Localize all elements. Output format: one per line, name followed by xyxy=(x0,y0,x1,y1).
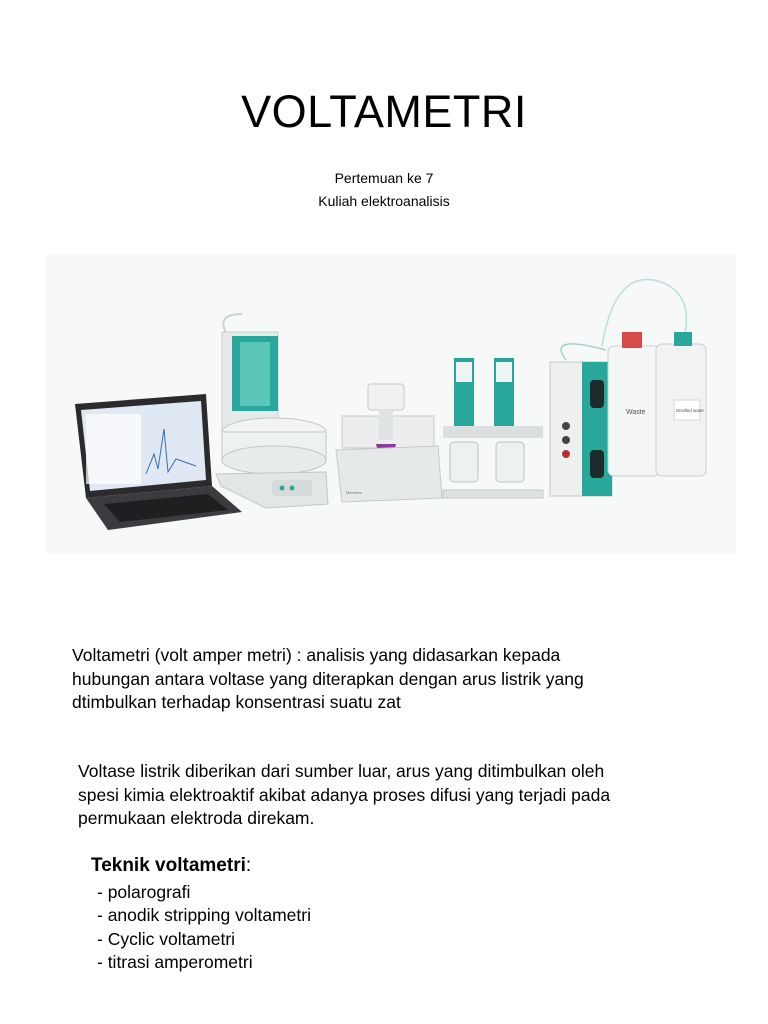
pump-unit-image xyxy=(550,344,612,496)
bottle-label-waste: Waste xyxy=(626,409,646,416)
text-line: Voltametri (volt amper metri) : analisis yang didasarkan kepada xyxy=(72,645,561,665)
list-item: - polarografi xyxy=(97,882,191,902)
subtitle-meeting: Pertemuan ke 7 xyxy=(334,170,434,186)
text-line: permukaan elektroda direkam. xyxy=(78,808,315,828)
instrument-photo xyxy=(46,254,736,554)
text-line: Voltase listrik diberikan dari sumber luar, arus yang ditimbulkan oleh xyxy=(78,761,605,781)
page-title: VOLTAMETRI xyxy=(241,86,527,137)
techniques-heading-colon: : xyxy=(245,855,252,876)
definition-paragraph xyxy=(72,644,712,715)
explanation-paragraph xyxy=(78,760,718,831)
brand-label: Metrohm xyxy=(346,490,362,495)
techniques-list xyxy=(97,881,311,975)
techniques-heading xyxy=(91,855,251,877)
techniques-heading-text: Teknik voltametri xyxy=(91,855,246,876)
bottle-label-second: Distilled water xyxy=(676,408,705,413)
list-item: - Cyclic voltametri xyxy=(97,928,236,949)
text-line: hubungan antara voltase yang diterapkan dengan arus listrik yang xyxy=(72,668,584,689)
text-line: spesi kimia elektroaktif akibat adanya proses difusi yang terjadi pada xyxy=(78,784,611,805)
list-item: - titrasi amperometri xyxy=(97,952,253,973)
subtitle-course: Kuliah elektroanalisis xyxy=(318,193,450,209)
list-item: - anodik stripping voltametri xyxy=(97,905,311,926)
text-line: dtimbulkan terhadap konsentrasi suatu zat xyxy=(72,692,401,712)
